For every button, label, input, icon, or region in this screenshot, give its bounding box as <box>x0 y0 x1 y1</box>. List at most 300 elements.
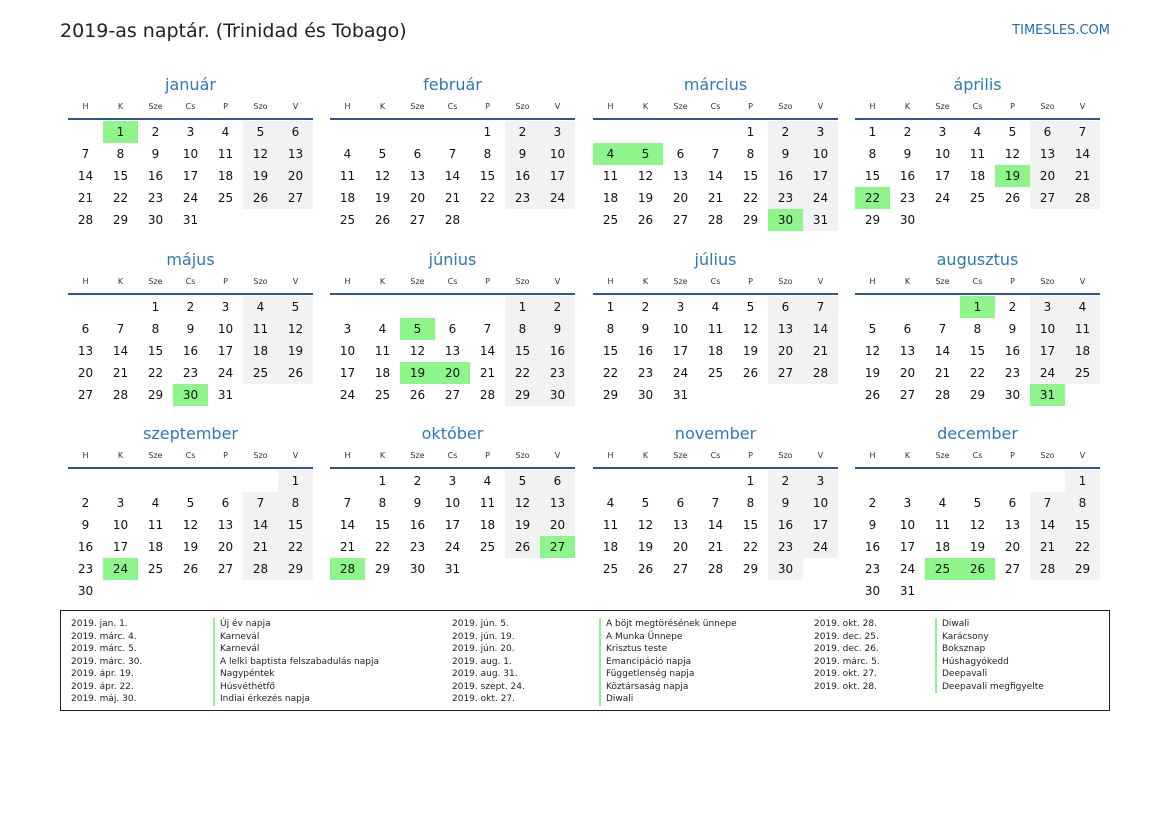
day-cell: 7 <box>938 322 947 336</box>
day-cell: 24 <box>672 366 689 380</box>
weekday-label: Sze <box>148 277 163 286</box>
legend-holiday-name: Deepavali <box>942 669 988 679</box>
day-cell: 14 <box>707 169 724 183</box>
empty-cell <box>855 470 890 492</box>
day-cell: 1 <box>1065 470 1100 492</box>
day-cell: 23 <box>768 536 803 558</box>
day-cell: 4 <box>378 322 387 336</box>
day-cell: 21 <box>803 340 838 362</box>
empty-cell <box>470 296 505 318</box>
day-cell: 13 <box>278 143 313 165</box>
day-cell: 4 <box>973 125 982 139</box>
day-cell: 18 <box>969 169 986 183</box>
day-cell: 10 <box>803 143 838 165</box>
legend-name-column <box>935 618 1044 693</box>
legend-date: 2019. márc. 4. <box>71 631 137 642</box>
month-name: július <box>694 250 737 269</box>
day-cell: 20 <box>899 366 916 380</box>
day-cell: 25 <box>147 562 164 576</box>
day-cell: 10 <box>672 322 689 336</box>
weekday-label: Szo <box>253 451 268 460</box>
legend-holiday-name: A böjt megtörésének ünnepe <box>606 619 737 629</box>
day-cell: 29 <box>969 388 986 402</box>
day-cell: 14 <box>803 318 838 340</box>
day-cell: 20 <box>672 540 689 554</box>
day-cell: 9 <box>505 143 540 165</box>
day-cell: 30 <box>1004 388 1021 402</box>
legend-date: 2019. jan. 1. <box>71 619 128 629</box>
weekday-label: H <box>869 277 876 286</box>
day-cell: 7 <box>448 147 457 161</box>
day-cell: 1 <box>151 300 160 314</box>
day-grid <box>330 470 575 580</box>
empty-cell <box>330 296 365 318</box>
empty-cell <box>435 296 470 318</box>
day-cell: 29 <box>602 388 619 402</box>
day-cell: 5 <box>278 296 313 318</box>
day-cell: 15 <box>112 169 129 183</box>
day-cell: 8 <box>973 322 982 336</box>
empty-cell <box>208 470 243 492</box>
weekday-header <box>855 273 1100 295</box>
month-name: február <box>423 75 482 94</box>
day-cell: 10 <box>217 322 234 336</box>
day-cell: 29 <box>742 562 759 576</box>
day-cell: 26 <box>409 388 426 402</box>
weekday-label: K <box>904 277 911 286</box>
day-grid <box>68 470 313 602</box>
day-cell: 20 <box>77 366 94 380</box>
weekday-label: Szo <box>1040 451 1055 460</box>
day-cell: 4 <box>151 496 160 510</box>
day-cell: 20 <box>768 340 803 362</box>
weekday-header <box>330 98 575 120</box>
weekday-label: K <box>379 102 386 111</box>
day-cell: 9 <box>413 496 422 510</box>
weekday-label: Cs <box>710 277 721 286</box>
holiday-day-cell: 5 <box>400 318 435 340</box>
empty-cell <box>593 470 628 492</box>
weekday-label: V <box>554 451 561 460</box>
weekday-label: K <box>642 102 649 111</box>
day-cell: 17 <box>217 344 234 358</box>
day-cell: 6 <box>1008 496 1017 510</box>
month-7 <box>855 247 1100 406</box>
day-cell: 16 <box>182 344 199 358</box>
weekday-label: Sze <box>673 102 688 111</box>
legend-holiday-name: Indiai érkezés napja <box>220 694 310 704</box>
day-cell: 24 <box>217 366 234 380</box>
brand-link[interactable]: TIMESLES.COM <box>1012 23 1110 38</box>
legend-holiday-name: Karácsony <box>942 631 989 642</box>
holiday-day-cell: 30 <box>768 209 803 231</box>
day-cell: 11 <box>479 496 496 510</box>
day-cell: 4 <box>483 474 492 488</box>
legend-date-column <box>814 618 880 693</box>
day-cell: 19 <box>182 540 199 554</box>
day-cell: 9 <box>641 322 650 336</box>
legend-holiday-name: A lelki baptista felszabadulás napja <box>220 656 379 667</box>
day-cell: 26 <box>243 187 278 209</box>
day-cell: 5 <box>746 300 755 314</box>
day-cell: 18 <box>217 169 234 183</box>
day-cell: 13 <box>768 318 803 340</box>
day-cell: 28 <box>934 388 951 402</box>
day-cell: 17 <box>182 169 199 183</box>
day-cell: 4 <box>711 300 720 314</box>
day-cell: 19 <box>374 191 391 205</box>
day-cell: 2 <box>151 125 160 139</box>
weekday-label: P <box>1010 277 1015 286</box>
day-cell: 17 <box>803 514 838 536</box>
day-cell: 6 <box>1030 121 1065 143</box>
day-cell: 19 <box>243 165 278 187</box>
day-cell: 15 <box>742 518 759 532</box>
day-cell: 29 <box>112 213 129 227</box>
day-cell: 11 <box>1065 318 1100 340</box>
day-cell: 17 <box>112 540 129 554</box>
month-5 <box>330 247 575 406</box>
day-cell: 30 <box>768 558 803 580</box>
empty-cell <box>243 470 278 492</box>
day-grid <box>593 121 838 231</box>
day-cell: 5 <box>973 496 982 510</box>
day-cell: 2 <box>903 125 912 139</box>
day-cell: 8 <box>1065 492 1100 514</box>
day-cell: 13 <box>409 169 426 183</box>
month-0 <box>68 72 313 231</box>
day-cell: 8 <box>746 147 755 161</box>
empty-cell <box>68 470 103 492</box>
month-name: április <box>953 75 1002 94</box>
empty-cell <box>890 296 925 318</box>
day-cell: 11 <box>217 147 234 161</box>
day-cell: 22 <box>278 536 313 558</box>
day-cell: 16 <box>768 514 803 536</box>
weekday-header <box>593 273 838 295</box>
weekday-label: V <box>554 102 561 111</box>
day-cell: 14 <box>243 514 278 536</box>
day-cell: 24 <box>540 187 575 209</box>
day-cell: 30 <box>77 584 94 598</box>
month-8 <box>68 421 313 602</box>
day-cell: 4 <box>1065 296 1100 318</box>
day-cell: 6 <box>676 147 685 161</box>
weekday-label: Szo <box>778 102 793 111</box>
day-cell: 26 <box>637 213 654 227</box>
day-cell: 12 <box>637 518 654 532</box>
weekday-header <box>855 98 1100 120</box>
legend-holiday-name: Emancipáció napja <box>606 656 692 667</box>
day-cell: 26 <box>505 536 540 558</box>
holiday-day-cell: 19 <box>400 362 435 384</box>
weekday-label: Sze <box>148 102 163 111</box>
day-cell: 11 <box>374 344 391 358</box>
legend-date: 2019. okt. 27. <box>452 694 515 704</box>
month-10 <box>593 421 838 580</box>
day-cell: 1 <box>746 125 755 139</box>
empty-cell <box>68 121 103 143</box>
day-cell: 30 <box>864 584 881 598</box>
day-cell: 23 <box>505 187 540 209</box>
day-cell: 4 <box>938 496 947 510</box>
empty-cell <box>1030 470 1065 492</box>
day-cell: 18 <box>147 540 164 554</box>
legend-date: 2019. ápr. 22. <box>71 681 134 692</box>
day-cell: 13 <box>77 344 94 358</box>
day-cell: 8 <box>151 322 160 336</box>
weekday-label: P <box>748 277 753 286</box>
day-cell: 5 <box>641 496 650 510</box>
day-cell: 9 <box>81 518 90 532</box>
weekday-label: K <box>379 451 386 460</box>
day-cell: 27 <box>409 213 426 227</box>
empty-cell <box>855 296 890 318</box>
weekday-label: Sze <box>410 102 425 111</box>
day-cell: 19 <box>505 514 540 536</box>
weekday-label: Cs <box>185 277 196 286</box>
day-cell: 7 <box>711 496 720 510</box>
day-cell: 23 <box>147 191 164 205</box>
day-cell: 15 <box>374 518 391 532</box>
empty-cell <box>330 121 365 143</box>
weekday-label: Szo <box>515 102 530 111</box>
day-cell: 25 <box>374 388 391 402</box>
day-cell: 16 <box>77 540 94 554</box>
holiday-legend <box>60 610 1110 711</box>
day-cell: 12 <box>1004 147 1021 161</box>
day-cell: 6 <box>81 322 90 336</box>
legend-date: 2019. aug. 31. <box>452 669 518 679</box>
day-cell: 25 <box>602 213 619 227</box>
day-cell: 5 <box>868 322 877 336</box>
day-cell: 25 <box>1065 362 1100 384</box>
day-cell: 8 <box>483 147 492 161</box>
day-cell: 16 <box>899 169 916 183</box>
day-cell: 1 <box>278 470 313 492</box>
weekday-label: Cs <box>447 102 458 111</box>
day-cell: 16 <box>409 518 426 532</box>
day-cell: 17 <box>899 540 916 554</box>
day-cell: 26 <box>637 562 654 576</box>
day-cell: 18 <box>1065 340 1100 362</box>
day-cell: 31 <box>217 388 234 402</box>
weekday-label: H <box>344 102 351 111</box>
day-cell: 27 <box>217 562 234 576</box>
weekday-label: P <box>748 451 753 460</box>
page-title: 2019-as naptár. (Trinidad és Tobago) <box>60 20 407 42</box>
day-cell: 20 <box>278 165 313 187</box>
empty-cell <box>103 470 138 492</box>
day-cell: 10 <box>899 518 916 532</box>
day-cell: 18 <box>243 340 278 362</box>
day-cell: 15 <box>505 340 540 362</box>
weekday-label: Sze <box>410 451 425 460</box>
day-cell: 14 <box>479 344 496 358</box>
day-cell: 14 <box>707 518 724 532</box>
day-cell: 24 <box>934 191 951 205</box>
weekday-label: P <box>748 102 753 111</box>
day-cell: 20 <box>217 540 234 554</box>
day-cell: 21 <box>479 366 496 380</box>
day-cell: 10 <box>803 492 838 514</box>
day-cell: 21 <box>934 366 951 380</box>
month-name: március <box>683 75 748 94</box>
day-cell: 3 <box>448 474 457 488</box>
day-cell: 28 <box>77 213 94 227</box>
empty-cell <box>138 470 173 492</box>
day-cell: 26 <box>374 213 391 227</box>
day-cell: 28 <box>243 558 278 580</box>
day-cell: 6 <box>903 322 912 336</box>
legend-date: 2019. okt. 28. <box>814 619 877 629</box>
day-grid <box>855 296 1100 406</box>
day-cell: 14 <box>339 518 356 532</box>
legend-date: 2019. dec. 26. <box>814 644 879 654</box>
day-cell: 23 <box>540 362 575 384</box>
legend-date: 2019. máj. 30. <box>71 694 137 704</box>
day-cell: 13 <box>672 518 689 532</box>
day-cell: 23 <box>899 191 916 205</box>
day-cell: 7 <box>243 492 278 514</box>
day-cell: 21 <box>1030 536 1065 558</box>
day-cell: 15 <box>969 344 986 358</box>
day-cell: 28 <box>479 388 496 402</box>
weekday-label: Sze <box>148 451 163 460</box>
day-cell: 1 <box>505 296 540 318</box>
day-cell: 3 <box>186 125 195 139</box>
weekday-label: Sze <box>673 451 688 460</box>
day-cell: 22 <box>147 366 164 380</box>
day-cell: 3 <box>938 125 947 139</box>
weekday-label: Cs <box>710 451 721 460</box>
weekday-label: K <box>642 277 649 286</box>
day-cell: 18 <box>934 540 951 554</box>
day-cell: 26 <box>278 362 313 384</box>
weekday-label: Cs <box>447 277 458 286</box>
weekday-label: H <box>607 102 614 111</box>
day-cell: 25 <box>969 191 986 205</box>
day-cell: 10 <box>540 143 575 165</box>
weekday-header <box>68 98 313 120</box>
weekday-label: P <box>485 277 490 286</box>
weekday-label: K <box>642 451 649 460</box>
day-cell: 11 <box>147 518 164 532</box>
weekday-label: Sze <box>935 277 950 286</box>
day-cell: 2 <box>186 300 195 314</box>
day-cell: 15 <box>278 514 313 536</box>
day-grid <box>593 470 838 580</box>
weekday-label: P <box>485 102 490 111</box>
day-cell: 20 <box>409 191 426 205</box>
day-cell: 29 <box>374 562 391 576</box>
legend-name-column <box>213 618 379 706</box>
day-cell: 8 <box>278 492 313 514</box>
weekday-label: Szo <box>253 277 268 286</box>
day-cell: 13 <box>540 492 575 514</box>
day-cell: 2 <box>540 296 575 318</box>
weekday-label: Cs <box>972 451 983 460</box>
day-cell: 27 <box>77 388 94 402</box>
legend-holiday-name: Diwali <box>606 694 634 704</box>
holiday-day-cell: 26 <box>960 558 995 580</box>
weekday-label: Szo <box>778 277 793 286</box>
legend-holiday-name: Húshagyókedd <box>942 656 1009 667</box>
legend-holiday-name: Boksznap <box>942 644 986 654</box>
weekday-label: Szo <box>778 451 793 460</box>
day-cell: 2 <box>868 496 877 510</box>
month-name: január <box>165 75 216 94</box>
day-cell: 13 <box>217 518 234 532</box>
day-cell: 25 <box>243 362 278 384</box>
weekday-label: H <box>82 277 89 286</box>
day-cell: 12 <box>243 143 278 165</box>
day-cell: 12 <box>374 169 391 183</box>
day-cell: 17 <box>672 344 689 358</box>
month-2 <box>593 72 838 231</box>
day-cell: 13 <box>899 344 916 358</box>
weekday-label: Sze <box>935 102 950 111</box>
weekday-label: V <box>554 277 561 286</box>
weekday-label: Cs <box>710 102 721 111</box>
empty-cell <box>628 470 663 492</box>
day-cell: 9 <box>903 147 912 161</box>
weekday-label: V <box>292 102 299 111</box>
holiday-day-cell: 24 <box>103 558 138 580</box>
day-cell: 19 <box>969 540 986 554</box>
day-cell: 19 <box>742 344 759 358</box>
day-cell: 6 <box>413 147 422 161</box>
legend-holiday-name: Nagypéntek <box>220 669 275 679</box>
day-cell: 13 <box>1004 518 1021 532</box>
legend-date: 2019. aug. 1. <box>452 656 512 667</box>
month-name: június <box>428 250 477 269</box>
day-cell: 24 <box>803 187 838 209</box>
day-cell: 27 <box>672 562 689 576</box>
weekday-label: Szo <box>1040 277 1055 286</box>
day-cell: 31 <box>899 584 916 598</box>
weekday-label: Szo <box>253 102 268 111</box>
legend-date: 2019. jún. 5. <box>452 619 509 629</box>
empty-cell <box>103 296 138 318</box>
empty-cell <box>890 470 925 492</box>
empty-cell <box>330 470 365 492</box>
legend-holiday-name: Húsvéthétfő <box>220 681 275 692</box>
weekday-label: V <box>817 102 824 111</box>
day-cell: 28 <box>1030 558 1065 580</box>
day-cell: 21 <box>339 540 356 554</box>
day-cell: 8 <box>606 322 615 336</box>
day-cell: 5 <box>186 496 195 510</box>
day-cell: 7 <box>343 496 352 510</box>
day-cell: 7 <box>116 322 125 336</box>
day-cell: 5 <box>378 147 387 161</box>
day-cell: 23 <box>1004 366 1021 380</box>
empty-cell <box>925 470 960 492</box>
day-grid <box>855 470 1100 602</box>
month-6 <box>593 247 838 406</box>
day-cell: 7 <box>483 322 492 336</box>
month-name: november <box>674 424 757 443</box>
legend-date: 2019. márc. 30. <box>71 656 143 667</box>
day-cell: 25 <box>479 540 496 554</box>
legend-holiday-name: Krisztus teste <box>606 644 668 654</box>
day-cell: 23 <box>864 562 881 576</box>
weekday-label: V <box>292 451 299 460</box>
empty-cell <box>365 296 400 318</box>
day-cell: 9 <box>868 518 877 532</box>
day-cell: 10 <box>112 518 129 532</box>
